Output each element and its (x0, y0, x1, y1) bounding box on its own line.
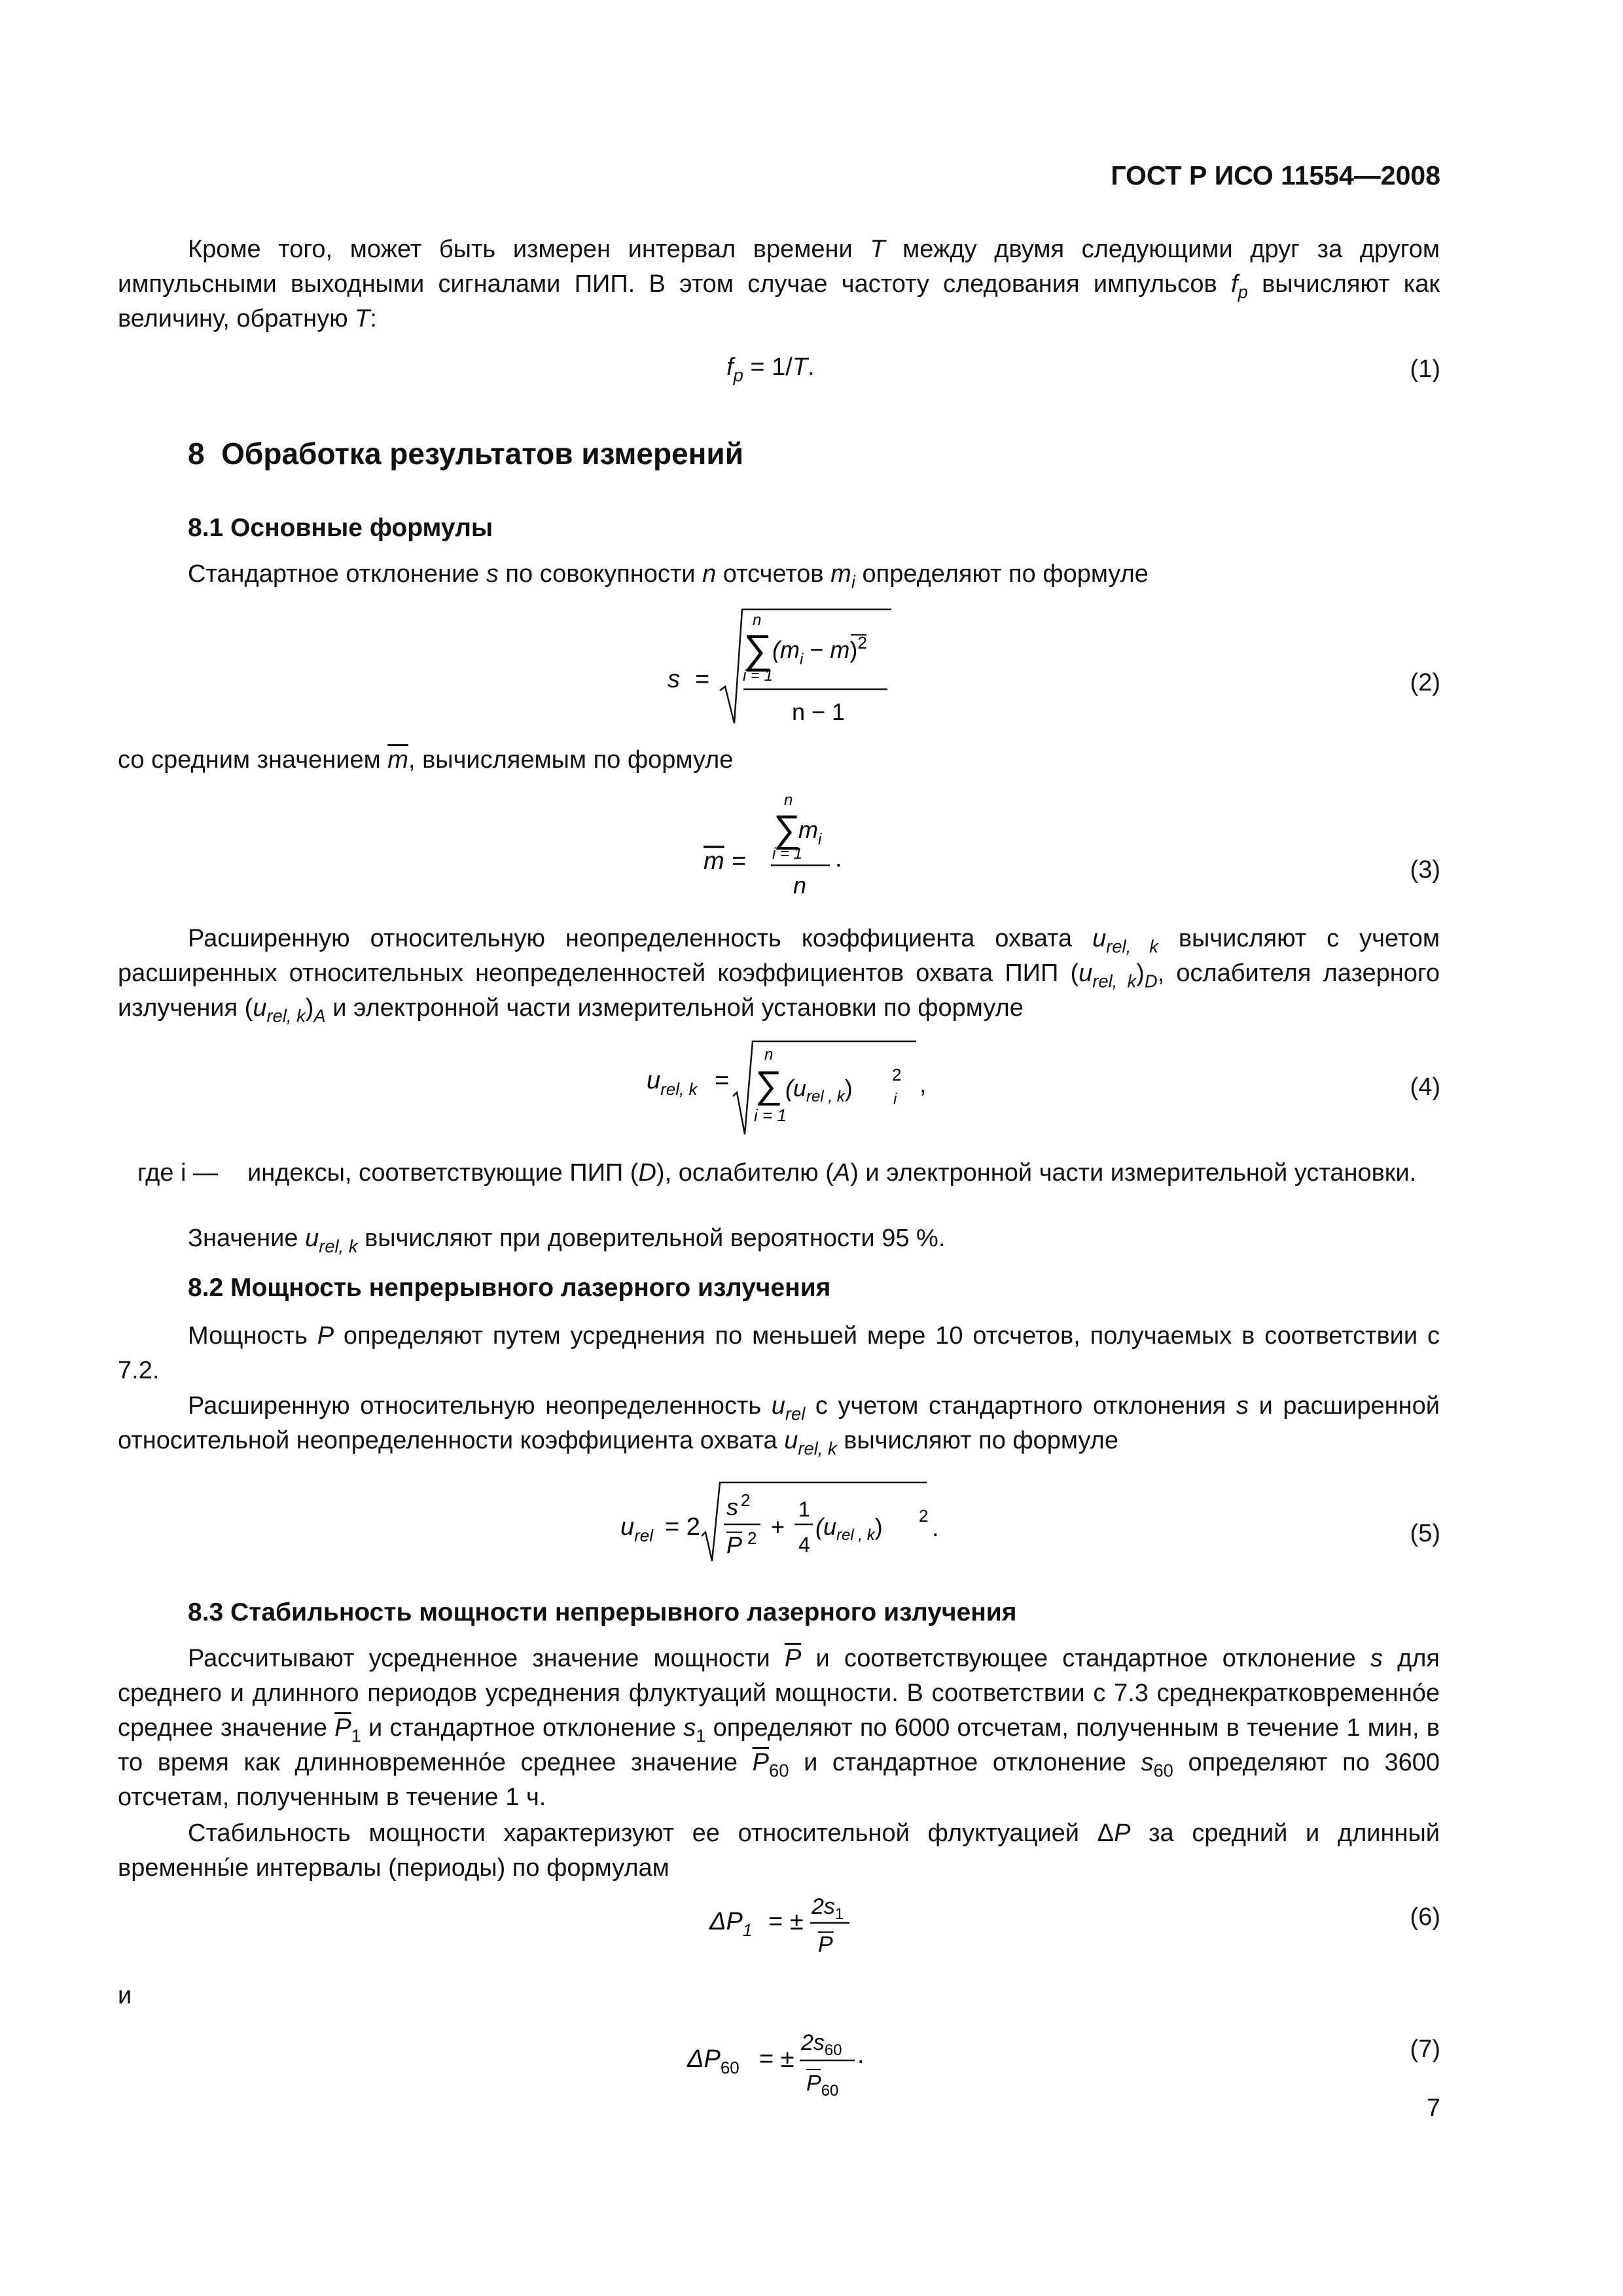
lhs (647, 1067, 698, 1099)
intro-paragraph (118, 232, 1440, 336)
text: : (370, 305, 377, 332)
subscript: rel, k (1106, 936, 1158, 957)
text: (m (772, 636, 800, 663)
subscript: rel, k (319, 1236, 358, 1257)
text: и соответствующее стандартное отклонение (801, 1645, 1370, 1672)
text: определяют по формуле (855, 560, 1149, 588)
equation-number-3: (3) (1410, 856, 1440, 884)
var: P (317, 1322, 334, 1350)
text: ) (844, 1075, 853, 1102)
superscript: 2 (892, 1065, 902, 1085)
text: и стандартное отклонение (789, 1749, 1141, 1776)
var: T (870, 236, 885, 263)
text: , (919, 1071, 927, 1098)
text: 2s (812, 1894, 835, 1919)
text: Стандартное отклонение (188, 560, 486, 588)
formula-5 (615, 1476, 955, 1568)
text: по совокупности (498, 560, 703, 588)
text: , вычисляемым по формуле (408, 746, 734, 774)
var: s (1370, 1645, 1383, 1672)
sum-upper: n (764, 1046, 774, 1064)
text: P (806, 2071, 821, 2096)
var: s (1141, 1749, 1154, 1776)
text: и стандартное отклонение (361, 1714, 684, 1742)
var: D (638, 1159, 656, 1187)
text: с учетом стандартного отклонения (805, 1392, 1236, 1420)
equation-number-5: (5) (1410, 1520, 1440, 1547)
formula-6 (700, 1892, 897, 1964)
var: s (668, 666, 680, 693)
subsection-8-3-heading: 8.3 Стабильность мощности непрерывного лазерного излучения (188, 1598, 1017, 1626)
p-denominator: P (726, 1532, 743, 1558)
text: . (835, 845, 842, 872)
formula-7 (681, 2022, 903, 2108)
denominator: P (818, 1932, 833, 1957)
text: определяют путем усреднения по меньшей мере 10 отсчетов, получаемых в соответствии с 7.2. (118, 1322, 1440, 1384)
denominator (806, 2071, 838, 2100)
term (785, 1075, 853, 1105)
numerator (811, 1894, 844, 1923)
subscript: i (818, 831, 822, 848)
subscript: rel, k (266, 1005, 306, 1026)
text: вычисляют при доверительной вероятности 95 %. (357, 1225, 946, 1252)
text: . (857, 2041, 865, 2069)
text: m (830, 636, 850, 663)
text: = 1/ (743, 353, 793, 381)
var: T (792, 353, 808, 381)
text: = 2 (665, 1513, 700, 1541)
text: ) (874, 1513, 883, 1540)
var: $\overline{m}$ (387, 746, 408, 774)
subscript: i (799, 651, 804, 668)
text: ) (305, 994, 314, 1022)
text: и электронной части измерительной установки по формуле (325, 994, 1024, 1022)
subsection-8-2-heading: 8.2 Мощность непрерывного лазерного излучения (188, 1274, 831, 1302)
lhs (709, 1908, 752, 1940)
var: u (305, 1225, 319, 1252)
text: индексы, соответствующие ПИП ( (247, 1159, 639, 1187)
text: между двумя следующими друг за другом импульсными выходными сигналами ПИП. В этом случае частоту следования импульсов (118, 236, 1440, 298)
term (798, 816, 822, 848)
var: u (1092, 925, 1107, 952)
subsection-8-1-heading: 8.1 Основные формулы (188, 514, 493, 542)
var: P (1114, 1820, 1131, 1847)
subscript: 1 (742, 1920, 753, 1940)
var: u (253, 994, 267, 1022)
subscript: i (851, 571, 855, 592)
formula-4 (641, 1037, 955, 1142)
lhs (620, 1513, 654, 1545)
s81-paragraph-2 (118, 743, 1440, 778)
subscript: 60 (720, 2058, 740, 2077)
subscript: 60 (1153, 1760, 1173, 1781)
subscript: 1 (834, 1905, 844, 1923)
superscript: 2 (741, 1490, 751, 1510)
subscript: 1 (351, 1725, 361, 1746)
text: вычисляют по формуле (836, 1427, 1118, 1454)
text: вычисляют как величину, обратную (118, 270, 1440, 332)
where-label: где i — (137, 1159, 219, 1187)
var: $\overline{P}$ (752, 1749, 770, 1776)
subscript: i (893, 1090, 897, 1108)
text: = ± (759, 2045, 794, 2073)
where-body (247, 1156, 1440, 1191)
text: вычисляют с учетом расширенных относительных неопределенностей коэффициентов охвата ПИП ( (118, 925, 1440, 987)
subscript: rel , k (806, 1088, 845, 1105)
superscript: 2 (747, 1528, 757, 1548)
subscript: rel (785, 1403, 806, 1424)
var: s (486, 560, 499, 588)
text: ΔP (687, 2045, 721, 2073)
equation-number-7: (7) (1410, 2036, 1440, 2063)
s83-paragraph-1 (118, 1641, 1440, 1815)
text: Кроме того, может быть измерен интервал времени (188, 236, 870, 263)
subscript: rel, k (798, 1438, 837, 1459)
text: определяют по 3600 отсчетам, полученным в течение 1 ч. (118, 1749, 1440, 1811)
formula-2 (654, 599, 929, 733)
var: n (702, 560, 717, 588)
subscript: rel (634, 1526, 654, 1545)
text: = ± (768, 1908, 804, 1935)
var: u (1079, 960, 1093, 987)
text: . (932, 1515, 939, 1542)
text: Стабильность мощности характеризуют ее относительной флуктуацией Δ (188, 1820, 1115, 1847)
var: f (1231, 270, 1238, 298)
var: u (784, 1427, 798, 1454)
equation-number-2: (2) (1410, 669, 1440, 696)
var: T (355, 305, 370, 332)
var: f (726, 353, 734, 381)
s81-paragraph-3 (118, 922, 1440, 1026)
sum-upper: n (784, 791, 793, 809)
text: u (620, 1513, 635, 1541)
formula-1 (726, 353, 815, 386)
term (772, 633, 867, 668)
text: Мощность (188, 1322, 317, 1350)
numerator (800, 2030, 842, 2059)
formula-3 (700, 785, 897, 903)
s-numerator: s (726, 1494, 738, 1520)
sum-lower: i = 1 (772, 845, 803, 863)
sum-upper: n (753, 611, 762, 629)
text: и расширенной относительной неопределенности коэффициента охвата (118, 1392, 1440, 1454)
text: Расширенную относительную неопределенность (188, 1392, 772, 1420)
text: = (715, 1067, 730, 1094)
subscript: 60 (769, 1760, 789, 1781)
sigma: ∑ (774, 808, 801, 850)
and-word: и (118, 1982, 132, 2009)
text: для среднего и длинного периодов усреднения флуктуаций мощности. В соответствии с 7.3 среднекратковременно́е среднее значение (118, 1645, 1440, 1742)
subscript: rel , k (836, 1526, 875, 1544)
subscript: p (1238, 281, 1248, 302)
s81-paragraph-4 (118, 1221, 1440, 1256)
four: 4 (798, 1533, 810, 1556)
subscript: 60 (824, 2041, 842, 2059)
var: $\overline{P}$ (784, 1645, 802, 1672)
lhs (687, 2045, 740, 2077)
var: s (683, 1714, 696, 1742)
s81-paragraph-1 (118, 557, 1440, 592)
sum-lower: i = 1 (743, 667, 774, 685)
section-title: Обработка результатов измерений (221, 437, 743, 471)
text: Расширенную относительную неопределенность коэффициента охвата (188, 925, 1093, 952)
one: 1 (798, 1498, 810, 1521)
text: ) (849, 636, 858, 663)
subscript: A (313, 1005, 326, 1026)
subscript: rel, k (660, 1079, 698, 1099)
text: (u (785, 1075, 807, 1102)
page-number: 7 (1426, 2094, 1440, 2122)
text: = (695, 666, 710, 693)
denominator: n (793, 872, 807, 899)
text: m (798, 816, 818, 843)
var: $\overline{P}$ (334, 1714, 351, 1742)
equation-number-6: (6) (1410, 1903, 1440, 1931)
term (815, 1513, 883, 1544)
equation-number-1: (1) (1410, 355, 1440, 383)
text: = (732, 848, 747, 875)
text: Значение (188, 1225, 306, 1252)
var: A (833, 1159, 851, 1187)
text: u (647, 1067, 661, 1094)
text: , ослабителя лазерного излучения ( (118, 960, 1440, 1022)
s83-paragraph-2 (118, 1816, 1440, 1886)
text: отсчетов (716, 560, 831, 588)
sigma: ∑ (743, 627, 773, 672)
text: + (771, 1513, 785, 1540)
text: 2s (801, 2030, 825, 2055)
subscript: D (1144, 971, 1158, 992)
subscript: p (733, 365, 743, 386)
text: Рассчитывают усредненное значение мощности (188, 1645, 785, 1672)
text: со средним значением (118, 746, 388, 774)
text: . (808, 353, 815, 381)
document-header: ГОСТ Р ИСО 11554—2008 (1111, 160, 1440, 190)
text: за средний и длинный временны́е интервалы (периоды) по формулам (118, 1820, 1440, 1882)
superscript: 2 (919, 1506, 929, 1526)
sum-lower: i = 1 (754, 1105, 787, 1125)
subscript: 1 (696, 1725, 706, 1746)
lhs: m (704, 848, 724, 875)
where-clause (137, 1156, 1440, 1191)
text: ) и электронной части измерительной установки. (850, 1159, 1417, 1187)
equation-number-4: (4) (1410, 1073, 1440, 1101)
sigma: ∑ (755, 1064, 783, 1106)
text: ΔP (709, 1908, 743, 1935)
subscript: rel, k (1092, 971, 1137, 992)
denominator: n − 1 (792, 698, 846, 725)
subscript: 60 (821, 2082, 839, 2100)
s82-paragraph-1 (118, 1319, 1440, 1388)
text: определяют по 6000 отсчетам, полученным в течение 1 мин, в то время как длинновременно́е среднее значение (118, 1714, 1440, 1776)
var: s (1236, 1392, 1249, 1420)
section-8-heading (188, 436, 743, 471)
text: (u (815, 1513, 837, 1540)
var: m (830, 560, 851, 588)
text: − (803, 636, 830, 663)
superscript: 2 (857, 633, 867, 653)
section-number: 8 (188, 437, 205, 471)
s82-paragraph-2 (118, 1389, 1440, 1458)
text: ), ослабителю ( (656, 1159, 834, 1187)
text: ) (1136, 960, 1145, 987)
var: u (771, 1392, 785, 1420)
